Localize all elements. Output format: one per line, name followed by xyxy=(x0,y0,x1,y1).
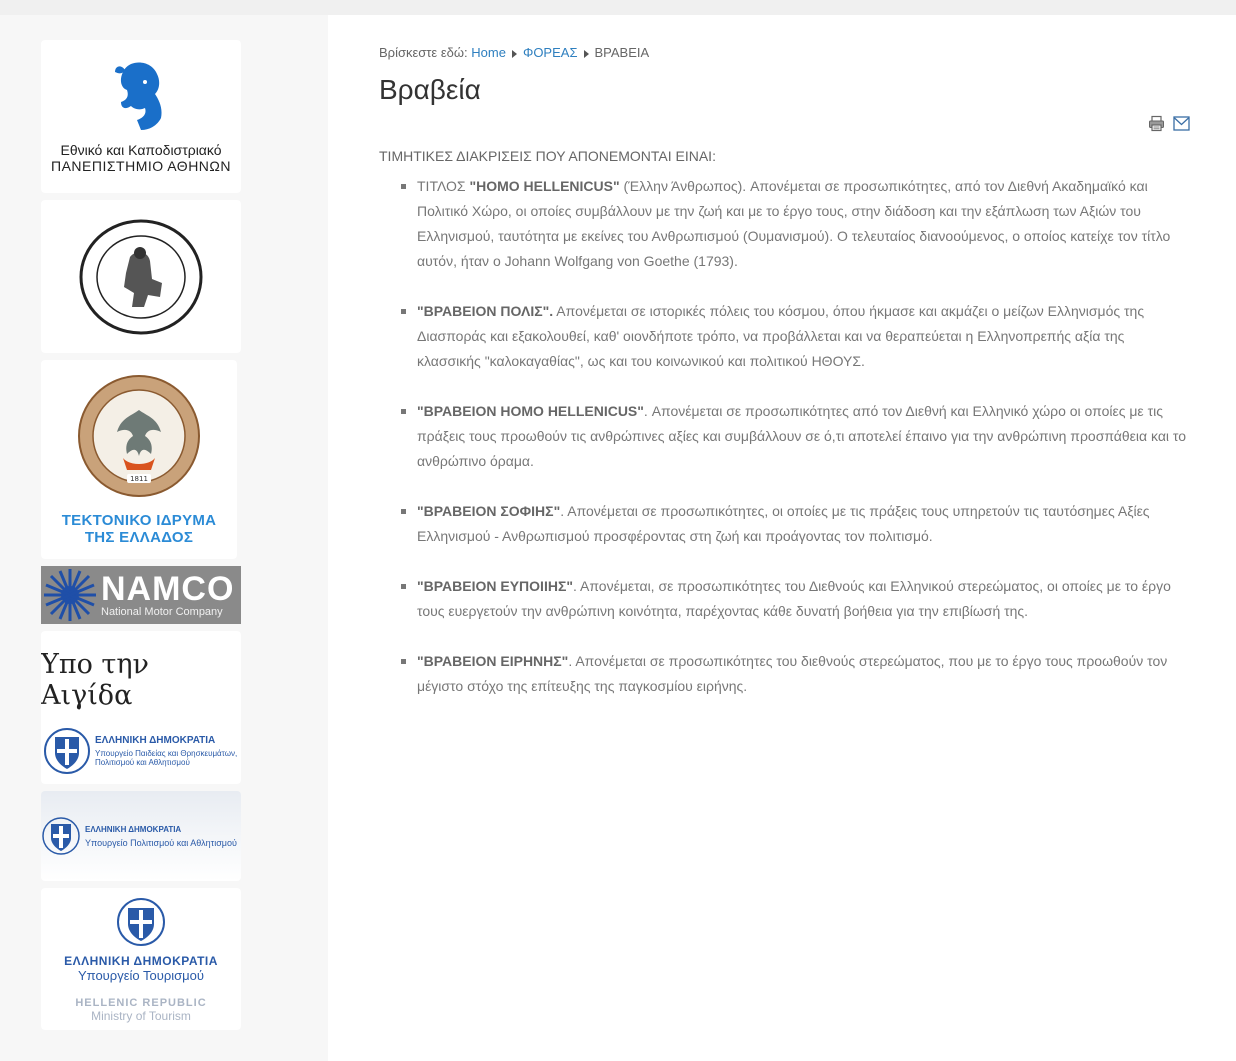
greek-emblem-icon xyxy=(43,725,91,777)
award-item-homo-hellenicus-title xyxy=(417,174,1190,274)
namco-logo[interactable] xyxy=(41,566,241,624)
aegis-ministry-line2: Πολιτισμού και Αθλητισμού xyxy=(95,758,190,767)
award-name: "ΒΡΑΒΕΙΟΝ HOMO HELLENICUS" xyxy=(417,403,644,419)
tourism-republic: ΕΛΛΗΝΙΚΗ ΔΗΜΟΚΡΑΤΙΑ xyxy=(64,954,218,968)
uoa-line1: Εθνικό και Καποδιστριακό xyxy=(60,141,222,158)
tektoniko-seal-icon xyxy=(77,374,201,498)
vergina-sun-icon xyxy=(41,566,99,624)
uoa-logo[interactable] xyxy=(41,40,241,193)
sidebar xyxy=(0,15,328,1061)
award-prefix: ΤΙΤΛΟΣ xyxy=(417,178,470,194)
award-item-eupoiias xyxy=(417,574,1190,624)
award-description: . Απονέμεται σε προσωπικότητες, οι οποίες με τις πράξεις τους υπηρετούν τις ταυτόσημες Αξίες Ελληνισμού - Ανθρωπισμού προσφέροντας στη ζωή και προάγοντας τον πολιτισμό. xyxy=(417,503,1150,544)
aegis-republic: ΕΛΛΗΝΙΚΗ ΔΗΜΟΚΡΑΤΙΑ xyxy=(95,735,216,746)
award-name: "HOMO HELLENICUS" xyxy=(469,178,620,194)
culture-ministry: Υπουργείο Πολιτισμού και Αθλητισμού xyxy=(85,837,237,848)
tourism-ministry: Υπουργείο Τουρισμού xyxy=(78,968,204,983)
uoa-line2: ΠΑΝΕΠΙΣΤΗΜΙΟ ΑΘΗΝΩΝ xyxy=(50,157,231,174)
tektoniko-year: 1811 xyxy=(130,474,148,483)
aegis-ministry-line1: Υπουργείο Παιδείας και Θρησκευμάτων, xyxy=(95,749,238,758)
award-description: . Απονέμεται, σε προσωπικότητες του Διεθνούς και Ελληνικού στερεώματος, οι οποίες με το έργο τους ευεργετούν την ανθρώπινη κοινότητα, παρέχοντας κάθε δυνατή βοήθεια για την επιβίωσή της. xyxy=(417,578,1171,619)
awards-list xyxy=(379,174,1190,699)
award-description: Απονέμεται σε ιστορικές πόλεις του κόσμου, όπου ήκμασε και ακμάζει ο μείζων Ελληνισμός της Διασποράς και εξακολουθεί, καθ' οιονδήποτε τρόπο, να προβάλλεται και να θεραπεύεται η Ελληνοπρεπής αξία της κλασσικής "καλοκαγαθίας", ως και του κοινωνικού και πολιτικού ΗΘΟΥΣ. xyxy=(417,303,1145,369)
breadcrumb-separator-icon xyxy=(584,50,589,58)
tourism-en-line1: HELLENIC REPUBLIC xyxy=(75,997,207,1009)
breadcrumb xyxy=(379,45,1190,60)
award-item-polis xyxy=(417,299,1190,374)
delfoi-logo[interactable] xyxy=(41,200,241,353)
tourism-ministry-logo[interactable] xyxy=(41,888,241,1030)
award-item-sofias xyxy=(417,499,1190,549)
culture-ministry-logo[interactable] xyxy=(41,791,241,881)
namco-sub: National Motor Company xyxy=(101,606,223,618)
award-name: "ΒΡΑΒΕΙΟΝ ΠΟΛΙΣ". xyxy=(417,303,554,319)
award-description: (Έλλην Άνθρωπος). Απονέμεται σε προσωπικότητες, από τον Διεθνή Ακαδημαϊκό και Πολιτικό Χώρο, οι οποίες συμβάλλουν με την ζωή και με το έργο τους, στην διάδοση και την εξάπλωση των Αξιών του Ελληνισμού, ταυτότητα με εκείνες του Ανθρωπισμού (Ουμανισμού). Ο τελευταίος διανοούμενος, ο οποίος κατείχε τον τίτλο αυτόν, ήταν ο Johann Wolfgang von Goethe (1793). xyxy=(417,178,1171,269)
greek-emblem-icon xyxy=(41,812,81,860)
print-icon[interactable] xyxy=(1148,115,1165,132)
culture-republic: ΕΛΛΗΝΙΚΗ ΔΗΜΟΚΡΑΤΙΑ xyxy=(85,824,182,834)
top-bar xyxy=(0,0,1236,15)
namco-name: NAMCO xyxy=(101,570,235,608)
breadcrumb-home-link[interactable]: Home xyxy=(471,45,506,60)
aegis-title: Υπο την Αιγίδα xyxy=(41,649,149,711)
delfoi-seal-icon xyxy=(78,217,204,337)
award-item-homo-hellenicus xyxy=(417,399,1190,474)
tektoniko-line1: ΤΕΚΤΟΝΙΚΟ ΙΔΡΥΜΑ xyxy=(61,511,217,529)
breadcrumb-section-link[interactable]: ΦΟΡΕΑΣ xyxy=(522,45,578,60)
athena-head-icon xyxy=(111,60,171,132)
tourism-en-line2: Ministry of Tourism xyxy=(91,1009,191,1023)
award-description: . Απονέμεται σε προσωπικότητες από τον Διεθνή και Ελληνικό χώρο οι οποίες με τις πράξεις τους προωθούν τις ανθρώπινες αξίες και συμβάλλουν σε ό,τι αποτελεί έπαινο για την ανθρώπινη προσπάθεια και το ανθρώπινο όραμα. xyxy=(417,403,1187,469)
tektoniko-logo[interactable] xyxy=(41,360,237,559)
main-content xyxy=(328,15,1236,1061)
breadcrumb-separator-icon xyxy=(512,50,517,58)
award-name: "ΒΡΑΒΕΙΟΝ ΣΟΦΙΗΣ" xyxy=(417,503,561,519)
awards-intro: ΤΙΜΗΤΙΚΕΣ ΔΙΑΚΡΙΣΕΙΣ ΠΟΥ ΑΠΟΝΕΜΟΝΤΑΙ ΕΙΝΑΙ: xyxy=(379,148,716,164)
award-name: "ΒΡΑΒΕΙΟΝ ΕΥΠΟΙΙΗΣ" xyxy=(417,578,573,594)
tektoniko-line2: ΤΗΣ ΕΛΛΑΔΟΣ xyxy=(84,528,194,546)
award-item-eirinis xyxy=(417,649,1190,699)
article-tools xyxy=(1148,115,1190,132)
award-description: . Απονέμεται σε προσωπικότητες του διεθνούς στερεώματος, που με το έργο τους προωθούν τον μέγιστο στόχο της επίτευξης της παγκοσμίου ειρήνης. xyxy=(417,653,1168,694)
page-title: Βραβεία xyxy=(379,74,481,105)
aegis-logo[interactable] xyxy=(41,631,241,784)
greek-emblem-icon xyxy=(116,896,166,948)
breadcrumb-prefix: Βρίσκεστε εδώ: xyxy=(379,45,468,60)
breadcrumb-current: ΒΡΑΒΕΙΑ xyxy=(594,45,650,60)
award-name: "ΒΡΑΒΕΙΟΝ ΕΙΡΗΝΗΣ" xyxy=(417,653,569,669)
email-icon[interactable] xyxy=(1173,115,1190,132)
